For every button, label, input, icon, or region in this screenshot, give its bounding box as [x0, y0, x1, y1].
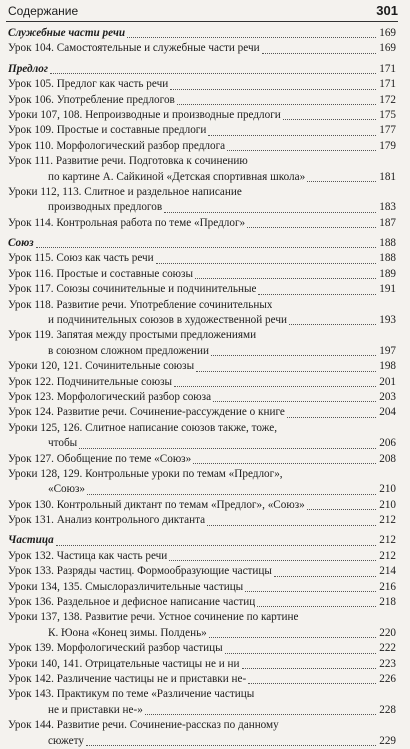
toc-entry-page: 212 [379, 549, 396, 562]
toc-entry [8, 185, 396, 200]
dot-leader [36, 247, 376, 248]
toc-entry-page: 208 [379, 452, 396, 465]
dot-leader [287, 417, 376, 418]
toc-entry-title: Уроки 125, 126. Слитное написание союзов также, тоже, [8, 421, 277, 434]
toc-entry-page: 222 [379, 642, 396, 655]
dot-leader [242, 668, 377, 669]
toc-entry [8, 216, 396, 231]
toc-entry [8, 564, 396, 579]
toc-section-heading [8, 236, 396, 251]
toc-entry-title: Урок 119. Запятая между простыми предложениями [8, 329, 257, 342]
toc-entry-title: сюжету [48, 734, 84, 747]
toc-entry-title: Урок 109. Простые и составные предлоги [8, 124, 207, 137]
toc-entry-page: 197 [379, 344, 396, 357]
dot-leader [227, 150, 376, 151]
running-title: Содержание [8, 4, 79, 18]
dot-leader [225, 653, 376, 654]
dot-leader [156, 263, 376, 264]
toc-entry-title: Урок 142. Различение частицы не и приставки не- [8, 673, 247, 685]
toc-section-heading [8, 62, 396, 77]
dot-leader [164, 212, 376, 213]
toc-entry-continuation [8, 313, 396, 328]
page-header [6, 2, 398, 20]
toc-entry-title: Союз [8, 237, 34, 250]
toc-entry-page: 223 [379, 657, 396, 670]
toc-entry-page: 172 [379, 93, 396, 106]
toc-entry [8, 452, 396, 467]
toc-entry-title: Уроки 128, 129. Контрольные уроки по темам «Предлог», [8, 467, 283, 480]
toc-entry-title: Урок 123. Морфологический разбор союза [8, 390, 212, 403]
toc-entry [8, 298, 396, 313]
toc-entry [8, 93, 396, 108]
dot-leader [127, 37, 376, 38]
dot-leader [79, 448, 376, 449]
dot-leader [50, 73, 376, 74]
toc-entry-title: Урок 122. Подчинительные союзы [8, 375, 173, 388]
toc-entry [8, 513, 396, 528]
toc-entry-title: Урок 111. Развитие речи. Подготовка к сочинению [8, 155, 248, 168]
toc-entry-title: Урок 104. Самостоятельные и служебные части речи [8, 42, 260, 55]
toc-entry-title: Урок 130. Контрольный диктант по темам «Предлог», «Союз» [8, 498, 305, 511]
toc-entry-page: 220 [379, 626, 396, 639]
dot-leader [145, 714, 376, 715]
toc-entry-title: Урок 127. Обобщение по теме «Союз» [8, 452, 192, 465]
toc-entry [8, 687, 396, 702]
toc-entry-title: Урок 105. Предлог как часть речи [8, 78, 169, 91]
toc-entry-page: 214 [379, 565, 396, 578]
toc-entry-continuation [8, 200, 396, 215]
toc-entry [8, 405, 396, 420]
toc-entry-page: 188 [379, 237, 396, 250]
toc-entry [8, 267, 396, 282]
toc-entry [8, 108, 396, 123]
toc-entry-title: Урок 110. Морфологический разбор предлога [8, 139, 226, 152]
toc-entry [8, 580, 396, 595]
toc-entry-page: 169 [379, 42, 396, 55]
toc-entry-page: 181 [379, 170, 396, 183]
toc-entry-title: Урок 118. Развитие речи. Употребление сочинительных [8, 298, 273, 311]
toc-entry-title: Уроки 134, 135. Смыслоразличительные частицы [8, 580, 244, 593]
dot-leader [177, 104, 376, 105]
dot-leader [213, 401, 376, 402]
toc-entry-page: 188 [379, 252, 396, 265]
dot-leader [283, 119, 376, 120]
dot-leader [196, 371, 376, 372]
toc-entry-continuation [8, 734, 396, 749]
toc-entry-title: Частица [8, 534, 54, 547]
toc-entry-page: 201 [379, 375, 396, 388]
toc-entry-title: Урок 131. Анализ контрольного диктанта [8, 514, 206, 527]
toc-entry-title: Уроки 140, 141. Отрицательные частицы не и ни [8, 657, 240, 670]
dot-leader [193, 463, 376, 464]
toc-entry-continuation [8, 344, 396, 359]
toc-entry-page: 187 [379, 216, 396, 229]
toc-entry-title: по картине А. Сайкиной «Детская спортивная школа» [48, 170, 306, 183]
toc-entry [8, 154, 396, 169]
toc-entry-page: 216 [379, 580, 396, 593]
toc-entry-title: Урок 124. Развитие речи. Сочинение-рассуждение о книге [8, 406, 285, 419]
toc-entry-continuation [8, 626, 396, 641]
toc-entry-title: Предлог [8, 62, 48, 75]
dot-leader [209, 637, 376, 638]
toc-entry [8, 641, 396, 656]
toc-entry [8, 282, 396, 297]
toc-entry-continuation [8, 482, 396, 497]
toc-entry [8, 595, 396, 610]
toc-entry-title: в союзном сложном предложении [48, 344, 209, 357]
toc-entry-title: Урок 139. Морфологический разбор частицы [8, 642, 223, 655]
toc-entry [8, 375, 396, 390]
toc-entry-page: 218 [379, 596, 396, 609]
toc-entry-page: 169 [379, 26, 396, 39]
toc-entry-page: 212 [379, 534, 396, 547]
toc-entry-page: 210 [379, 483, 396, 496]
toc-entry-page: 203 [379, 390, 396, 403]
header-rule [6, 21, 398, 22]
dot-leader [307, 181, 376, 182]
toc-entry-page: 212 [379, 514, 396, 527]
toc-section-heading [8, 26, 396, 41]
toc-entry-title: производных предлогов [48, 201, 163, 214]
toc-entry-page: 204 [379, 406, 396, 419]
toc-entry [8, 467, 396, 482]
toc-entry-title: Урок 114. Контрольная работа по теме «Предлог» [8, 216, 246, 229]
dot-leader [262, 53, 376, 54]
dot-leader [174, 386, 376, 387]
toc-entry-continuation [8, 170, 396, 185]
table-of-contents [8, 26, 396, 749]
toc-entry [8, 251, 396, 266]
dot-leader [56, 545, 376, 546]
toc-entry [8, 41, 396, 56]
dot-leader [247, 227, 376, 228]
toc-entry-title: К. Юона «Конец зимы. Полдень» [48, 626, 207, 639]
toc-entry-title: Урок 117. Союзы сочинительные и подчинительные [8, 283, 257, 296]
toc-entry-title: Уроки 120, 121. Сочинительные союзы [8, 360, 195, 373]
toc-entry-page: 210 [379, 498, 396, 511]
toc-entry-continuation [8, 703, 396, 718]
dot-leader [289, 324, 376, 325]
toc-entry-title: Урок 144. Развитие речи. Сочинение-рассказ по данному [8, 719, 279, 732]
toc-entry-title: и подчинительных союзов в художественной речи [48, 314, 287, 327]
dot-leader [307, 509, 376, 510]
dot-leader [248, 683, 376, 684]
toc-entry-title: Уроки 137, 138. Развитие речи. Устное сочинение по картине [8, 611, 299, 624]
toc-entry-page: 183 [379, 201, 396, 214]
toc-entry-title: «Союз» [48, 483, 86, 496]
toc-entry-page: 193 [379, 314, 396, 327]
toc-entry-title: Служебные части речи [8, 26, 126, 39]
dot-leader [245, 591, 376, 592]
dot-leader [87, 494, 376, 495]
toc-entry [8, 498, 396, 513]
toc-entry [8, 139, 396, 154]
toc-entry-page: 206 [379, 437, 396, 450]
toc-entry-page: 229 [379, 734, 396, 747]
toc-entry-title: Урок 136. Раздельное и дефисное написание частиц [8, 596, 256, 609]
toc-entry-title: чтобы [48, 437, 78, 450]
toc-entry-title: Урок 133. Разряды частиц. Формообразующие частицы [8, 565, 272, 578]
toc-entry-title: Урок 132. Частица как часть речи [8, 549, 168, 562]
toc-entry-page: 171 [379, 62, 396, 75]
toc-entry [8, 718, 396, 733]
toc-entry-page: 198 [379, 360, 396, 373]
toc-entry [8, 77, 396, 92]
toc-entry [8, 610, 396, 625]
toc-entry-page: 228 [379, 703, 396, 716]
dot-leader [195, 278, 376, 279]
toc-entry-title: Уроки 112, 113. Слитное и раздельное написание [8, 185, 242, 198]
toc-entry-page: 177 [379, 124, 396, 137]
toc-entry-continuation [8, 436, 396, 451]
dot-leader [257, 606, 376, 607]
dot-leader [169, 560, 376, 561]
toc-entry [8, 390, 396, 405]
toc-entry-title: не и приставки не-» [48, 703, 143, 716]
toc-entry-page: 226 [379, 673, 396, 685]
toc-entry-title: Уроки 107, 108. Непроизводные и производные предлоги [8, 108, 281, 121]
dot-leader [208, 135, 376, 136]
toc-entry [8, 123, 396, 138]
toc-entry-title: Урок 143. Практикум по теме «Различение частицы [8, 688, 255, 701]
toc-entry [8, 359, 396, 374]
toc-section-heading [8, 534, 396, 549]
toc-entry [8, 328, 396, 343]
toc-entry [8, 421, 396, 436]
toc-entry-page: 175 [379, 108, 396, 121]
dot-leader [207, 525, 376, 526]
toc-entry [8, 549, 396, 564]
dot-leader [211, 355, 376, 356]
toc-entry-title: Урок 116. Простые и составные союзы [8, 267, 193, 280]
toc-entry-page: 189 [379, 267, 396, 280]
dot-leader [274, 576, 376, 577]
toc-entry-page: 171 [379, 78, 396, 91]
dot-leader [170, 89, 376, 90]
toc-entry-title: Урок 115. Союз как часть речи [8, 252, 154, 265]
toc-entry [8, 657, 396, 672]
page-number: 301 [376, 3, 398, 18]
toc-entry-page: 191 [379, 283, 396, 296]
dot-leader [86, 745, 376, 746]
dot-leader [258, 294, 376, 295]
toc-entry-title: Урок 106. Употребление предлогов [8, 93, 175, 106]
toc-entry-page: 179 [379, 139, 396, 152]
toc-entry [8, 672, 396, 687]
